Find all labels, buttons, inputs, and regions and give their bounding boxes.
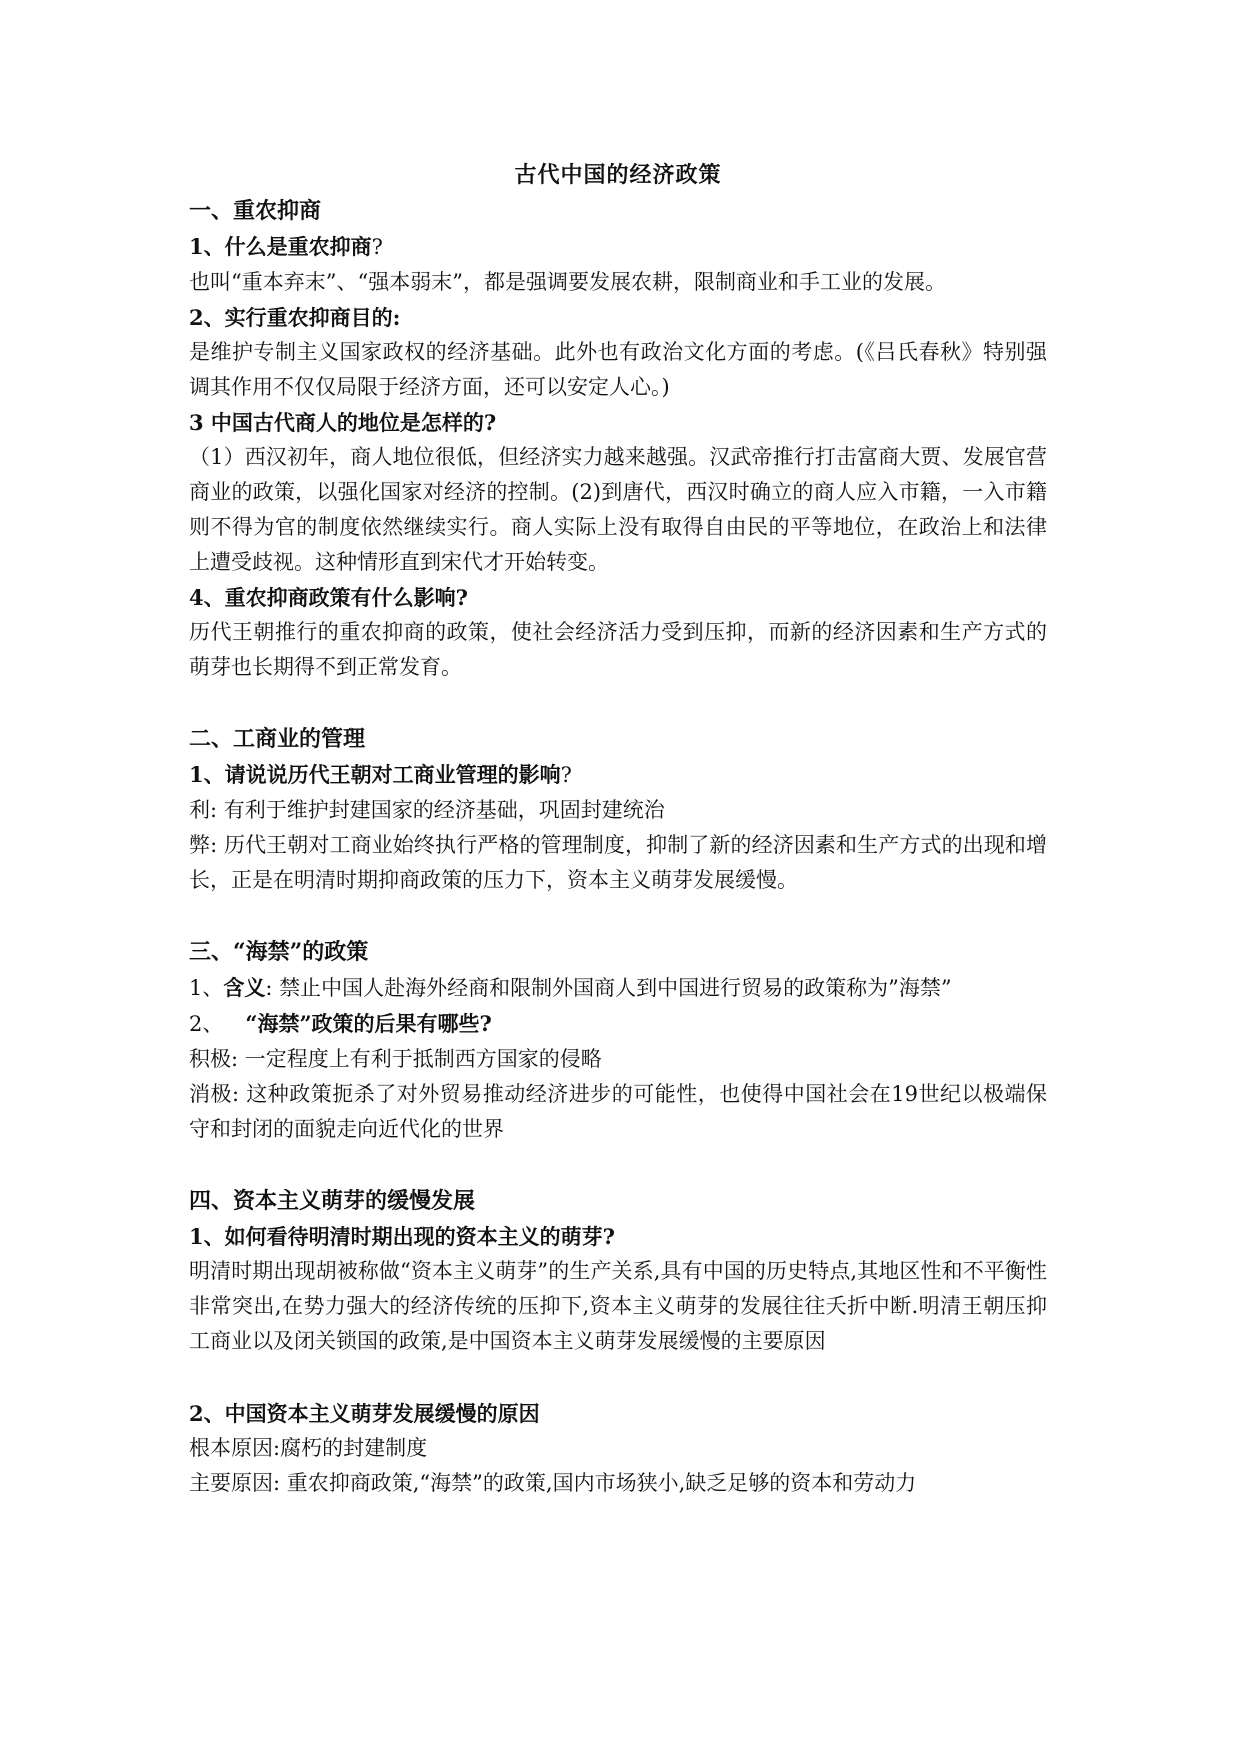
question-1-2: 2、实行重农抑商目的:	[189, 305, 401, 330]
answer-4-1: 明清时期出现胡被称做“资本主义萌芽”的生产关系,具有中国的历史特点,其地区性和不平衡性非常突出,在势力强大的经济传统的压抑下,资本主义萌芽的发展往往夭折中断.明清王朝压抑工商业以及闭关锁国的政策,是中国资本主义萌芽发展缓慢的主要原因	[189, 1259, 1047, 1353]
answer-2-con: 弊: 历代王朝对工商业始终执行严格的管理制度，抑制了新的经济因素和生产方式的出现和增长，正是在明清时期抑商政策的压力下，资本主义萌芽发展缓慢。	[189, 833, 1047, 892]
question-mark: ?	[560, 763, 572, 787]
section-gap	[189, 685, 1047, 722]
definition-text: : 禁止中国人赴海外经商和限制外国商人到中国进行贸易的政策称为”海禁”	[265, 976, 952, 1000]
question-number: 2、	[189, 1012, 224, 1036]
answer-3-positive: 积极: 一定程度上有利于抵制西方国家的侵略	[189, 1047, 602, 1071]
question-1-1	[189, 229, 1047, 265]
question-1-4: 4、重农抑商政策有什么影响?	[189, 585, 468, 610]
answer-2-pro: 利: 有利于维护封建国家的经济基础，巩固封建统治	[189, 798, 665, 822]
question-mark: ?	[371, 235, 383, 259]
question-text: 1、什么是重农抑商	[189, 234, 372, 259]
question-4-2: 2、中国资本主义萌芽发展缓慢的原因	[189, 1401, 540, 1426]
section-gap	[189, 1147, 1047, 1184]
answer-4-main-cause: 主要原因: 重农抑商政策,“海禁”的政策,国内市场狭小,缺乏足够的资本和劳动力	[189, 1471, 917, 1495]
section-gap	[189, 1359, 1047, 1396]
question-1-3: 3 中国古代商人的地位是怎样的?	[189, 410, 497, 435]
section-heading-2: 二、工商业的管理	[189, 726, 366, 752]
answer-1-2: 是维护专制主义国家政权的经济基础。此外也有政治文化方面的考虑。(《吕氏春秋》特别强调其作用不仅仅局限于经济方面，还可以安定人心。)	[189, 340, 1047, 399]
question-text: 1、请说说历代王朝对工商业管理的影响	[189, 762, 561, 787]
answer-3-negative: 消极: 这种政策扼杀了对外贸易推动经济进步的可能性，也使得中国社会在19世纪以极端保守和封闭的面貌走向近代化的世界	[189, 1082, 1047, 1141]
definition-3-1	[189, 970, 1047, 1006]
answer-1-4: 历代王朝推行的重农抑商的政策，使社会经济活力受到压抑，而新的经济因素和生产方式的萌芽也长期得不到正常发育。	[189, 620, 1047, 679]
question-3-2	[189, 1006, 1047, 1042]
section-heading-4: 四、资本主义萌芽的缓慢发展	[189, 1188, 476, 1214]
answer-1-3: （1）西汉初年，商人地位很低，但经济实力越来越强。汉武帝推行打击富商大贾、发展官营商业的政策，以强化国家对经济的控制。(2)到唐代，西汉时确立的商人应入市籍，一入市籍则不得为官的制度依然继续实行。商人实际上没有取得自由民的平等地位，在政治上和法律上遭受歧视。这种情形直到宋代才开始转变。	[189, 445, 1047, 574]
section-gap	[189, 898, 1047, 935]
section-heading-1: 一、重农抑商	[189, 198, 322, 224]
section-heading-3: 三、“海禁”的政策	[189, 939, 369, 965]
answer-4-root-cause: 根本原因:腐朽的封建制度	[189, 1436, 428, 1460]
document-title: 古代中国的经济政策	[514, 162, 722, 188]
document-body	[189, 158, 1047, 1501]
question-2-1	[189, 757, 1047, 793]
question-4-1: 1、如何看待明清时期出现的资本主义的萌芽?	[189, 1224, 615, 1249]
definition-label: 含义	[223, 975, 266, 1000]
definition-number: 1、	[189, 976, 224, 1000]
answer-1-1: 也叫“重本弃末”、“强本弱末”，都是强调要发展农耕，限制商业和手工业的发展。	[189, 270, 946, 294]
question-text: “海禁”政策的后果有哪些?	[245, 1011, 492, 1036]
